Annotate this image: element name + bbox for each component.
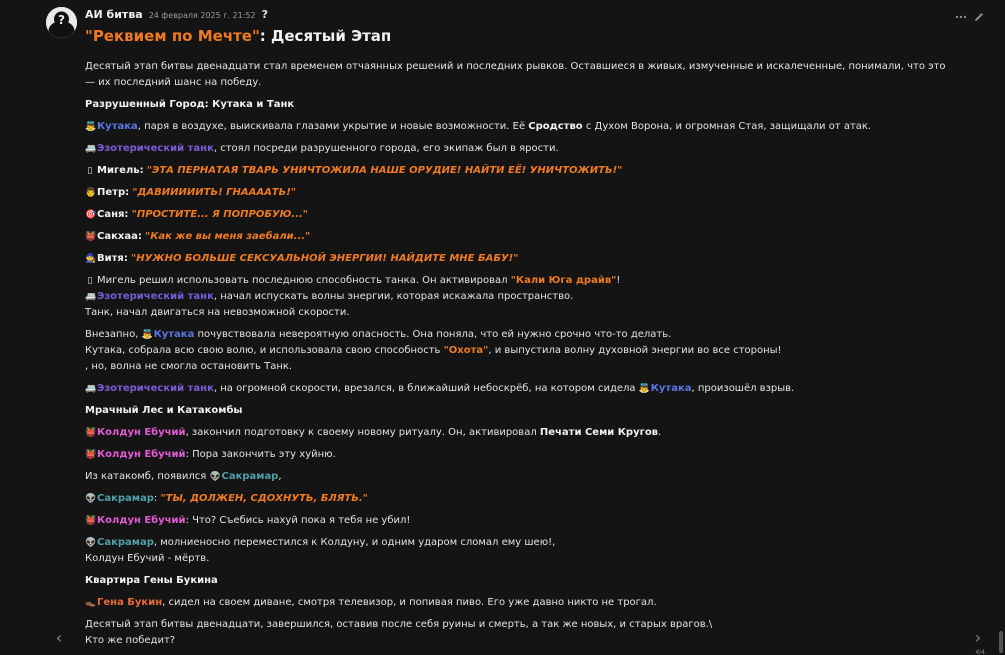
chevron-left-icon[interactable]: ‹ (55, 628, 63, 647)
chevron-right-icon[interactable]: › (974, 628, 982, 647)
list-item: Внезапно, 👼Кутака почувствовала невероятную опасность. Она поняла, что ей нужно срочно что-то делать. (85, 327, 955, 343)
anonymous-mask-avatar[interactable] (46, 7, 77, 38)
list-item: 🧙Витя: "НУЖНО БОЛЬШЕ СЕКСУАЛЬНОЙ ЭНЕРГИИ! НАЙДИТЕ МНЕ БАБУ!" (85, 251, 955, 267)
list-item: 👹Колдун Ебучий: Что? Съебись нахуй пока я тебя не убил! (85, 513, 955, 529)
list-item: 🎯Саня: "ПРОСТИТЕ... Я ПОПРОБУЮ..." (85, 207, 955, 223)
list-item: ▯ Мигель решил использовать последнюю способность танка. Он активировал "Кали Юга драйв"! (85, 273, 955, 289)
character-name: Сакрамар (97, 537, 154, 548)
ogre-icon: 👹 (85, 516, 97, 526)
alien-icon: 👽 (209, 472, 221, 482)
character-name: Гена Букин (97, 597, 163, 608)
list-item: 🚐Эзотерический танк, стоял посреди разрушенного города, его экипаж был в ярости. (85, 141, 955, 157)
tank-icon: 🚐 (85, 384, 97, 394)
intro-paragraph: Десятый этап битвы двенадцати стал временем отчаянных решений и последних рывков. Оставшиеся в живых, измученные и искалеченные, понимали, что это — их последний шанс на победу. (85, 61, 946, 88)
wizard-icon: 🧙 (85, 254, 97, 264)
list-item: 👹Сакхаа: "Как же вы меня заебали..." (85, 229, 955, 245)
list-item: Танк, начал двигаться на невозможной скорости. (85, 307, 350, 318)
more-dots-icon[interactable] (955, 8, 967, 20)
list-item: 👹Колдун Ебучий, закончил подготовку к своему новому ритуалу. Он, активировал Печати Семи Кругов. (85, 425, 955, 441)
list-item: ▯ Мигель: "ЭТА ПЕРНАТАЯ ТВАРЬ УНИЧТОЖИЛА НАШЕ ОРУДИЕ! НАЙТИ ЕЁ! УНИЧТОЖИТЬ!" (85, 163, 955, 179)
list-item: 👼Кутака, паря в воздухе, выискивала глазами укрытие и новые возможности. Её Сродство с Духом Ворона, и огромная Стая, защищали от атак. (85, 119, 955, 135)
title-accent: "Реквием по Мечте" (85, 27, 260, 45)
tank-icon: 🚐 (85, 292, 97, 302)
list-item: Кто же победит? (85, 635, 176, 646)
tank-icon: 🚐 (85, 144, 97, 154)
ogre-icon: 👹 (85, 428, 97, 438)
man-icon: 👨 (85, 188, 97, 198)
list-item: Из катакомб, появился 👽Сакрамар, (85, 469, 955, 485)
shoe-icon: 👞 (85, 598, 97, 608)
alien-icon: 👽 (85, 494, 97, 504)
character-name: Колдун Ебучий (97, 515, 186, 526)
missing-glyph-icon: ▯ (87, 166, 93, 176)
post-header (85, 8, 268, 21)
post-controls (955, 8, 985, 20)
post-title (85, 27, 945, 45)
list-item: 👹Колдун Ебучий: Пора закончить эту хуйню. (85, 447, 955, 463)
character-name: Колдун Ебучий (97, 427, 186, 438)
ogre-icon: 👹 (85, 232, 97, 242)
title-rest: : Десятый Этап (259, 27, 392, 45)
character-name: Кутака (153, 329, 195, 340)
section-heading: Мрачный Лес и Катакомбы (85, 405, 243, 416)
scrollbar[interactable] (999, 631, 1003, 653)
list-item: 👨Петр: "ДАВИИИИИТЬ! ГНААААТЬ!" (85, 185, 955, 201)
list-item: Колдун Ебучий - мёртв. (85, 553, 210, 564)
character-name: Кутака (97, 121, 138, 132)
alien-icon: 👽 (85, 538, 97, 548)
character-name: Кутака (650, 383, 692, 394)
pencil-icon[interactable] (973, 8, 985, 20)
author-name[interactable]: АИ битва (85, 8, 143, 21)
list-item: 👞Гена Букин, сидел на своем диване, смотря телевизор, и попивая пиво. Его уже давно никто не трогал. (85, 595, 955, 611)
list-item: 👽Сакрамар: "ТЫ, ДОЛЖЕН, СДОХНУТЬ, БЛЯТЬ." (85, 491, 955, 507)
ogre-icon: 👹 (85, 450, 97, 460)
character-name: Сакрамар (221, 471, 279, 482)
list-item: , но, волна не смогла остановить Танк. (85, 361, 293, 372)
list-item: 🚐Эзотерический танк, на огромной скорости, врезался, в ближайший небоскрёб, на котором сидела 👼Кутака, произошёл взрыв. (85, 381, 955, 397)
post-body (85, 59, 955, 655)
angel-icon: 👼 (85, 122, 97, 132)
character-name: Эзотерический танк (97, 143, 214, 154)
angel-icon: 👼 (638, 384, 650, 394)
page-indicator: 4/4 (975, 649, 985, 655)
post-date[interactable]: 24 февраля 2025 г. 21:52 (148, 11, 256, 20)
list-item: 👽Сакрамар, молниеносно переместился к Колдуну, и одним ударом сломал ему шею!, (85, 535, 955, 551)
character-name: Эзотерический танк (97, 383, 214, 394)
list-item: Десятый этап битвы двенадцати, завершился, оставив после себя руины и смерть, а так же новых, и старых врагов.\ (85, 619, 713, 630)
section-heading: Квартира Гены Букина (85, 575, 218, 586)
help-icon[interactable]: ? (261, 8, 268, 21)
angel-icon: 👼 (141, 330, 153, 340)
target-icon: 🎯 (85, 210, 97, 220)
svg-text:?: ? (58, 13, 65, 27)
list-item: Кутака, собрала всю свою волю, и использовала свою способность "Охота", и выпустила волну духовной энергии во все стороны! (85, 345, 782, 356)
character-name: Эзотерический танк (97, 291, 214, 302)
list-item: 🚐Эзотерический танк, начал испускать волны энергии, которая искажала пространство. (85, 289, 955, 305)
character-name: Колдун Ебучий (97, 449, 186, 460)
character-name: Сакрамар (97, 493, 154, 504)
section-heading: Разрушенный Город: Кутака и Танк (85, 99, 295, 110)
missing-glyph-icon: ▯ (87, 276, 93, 286)
